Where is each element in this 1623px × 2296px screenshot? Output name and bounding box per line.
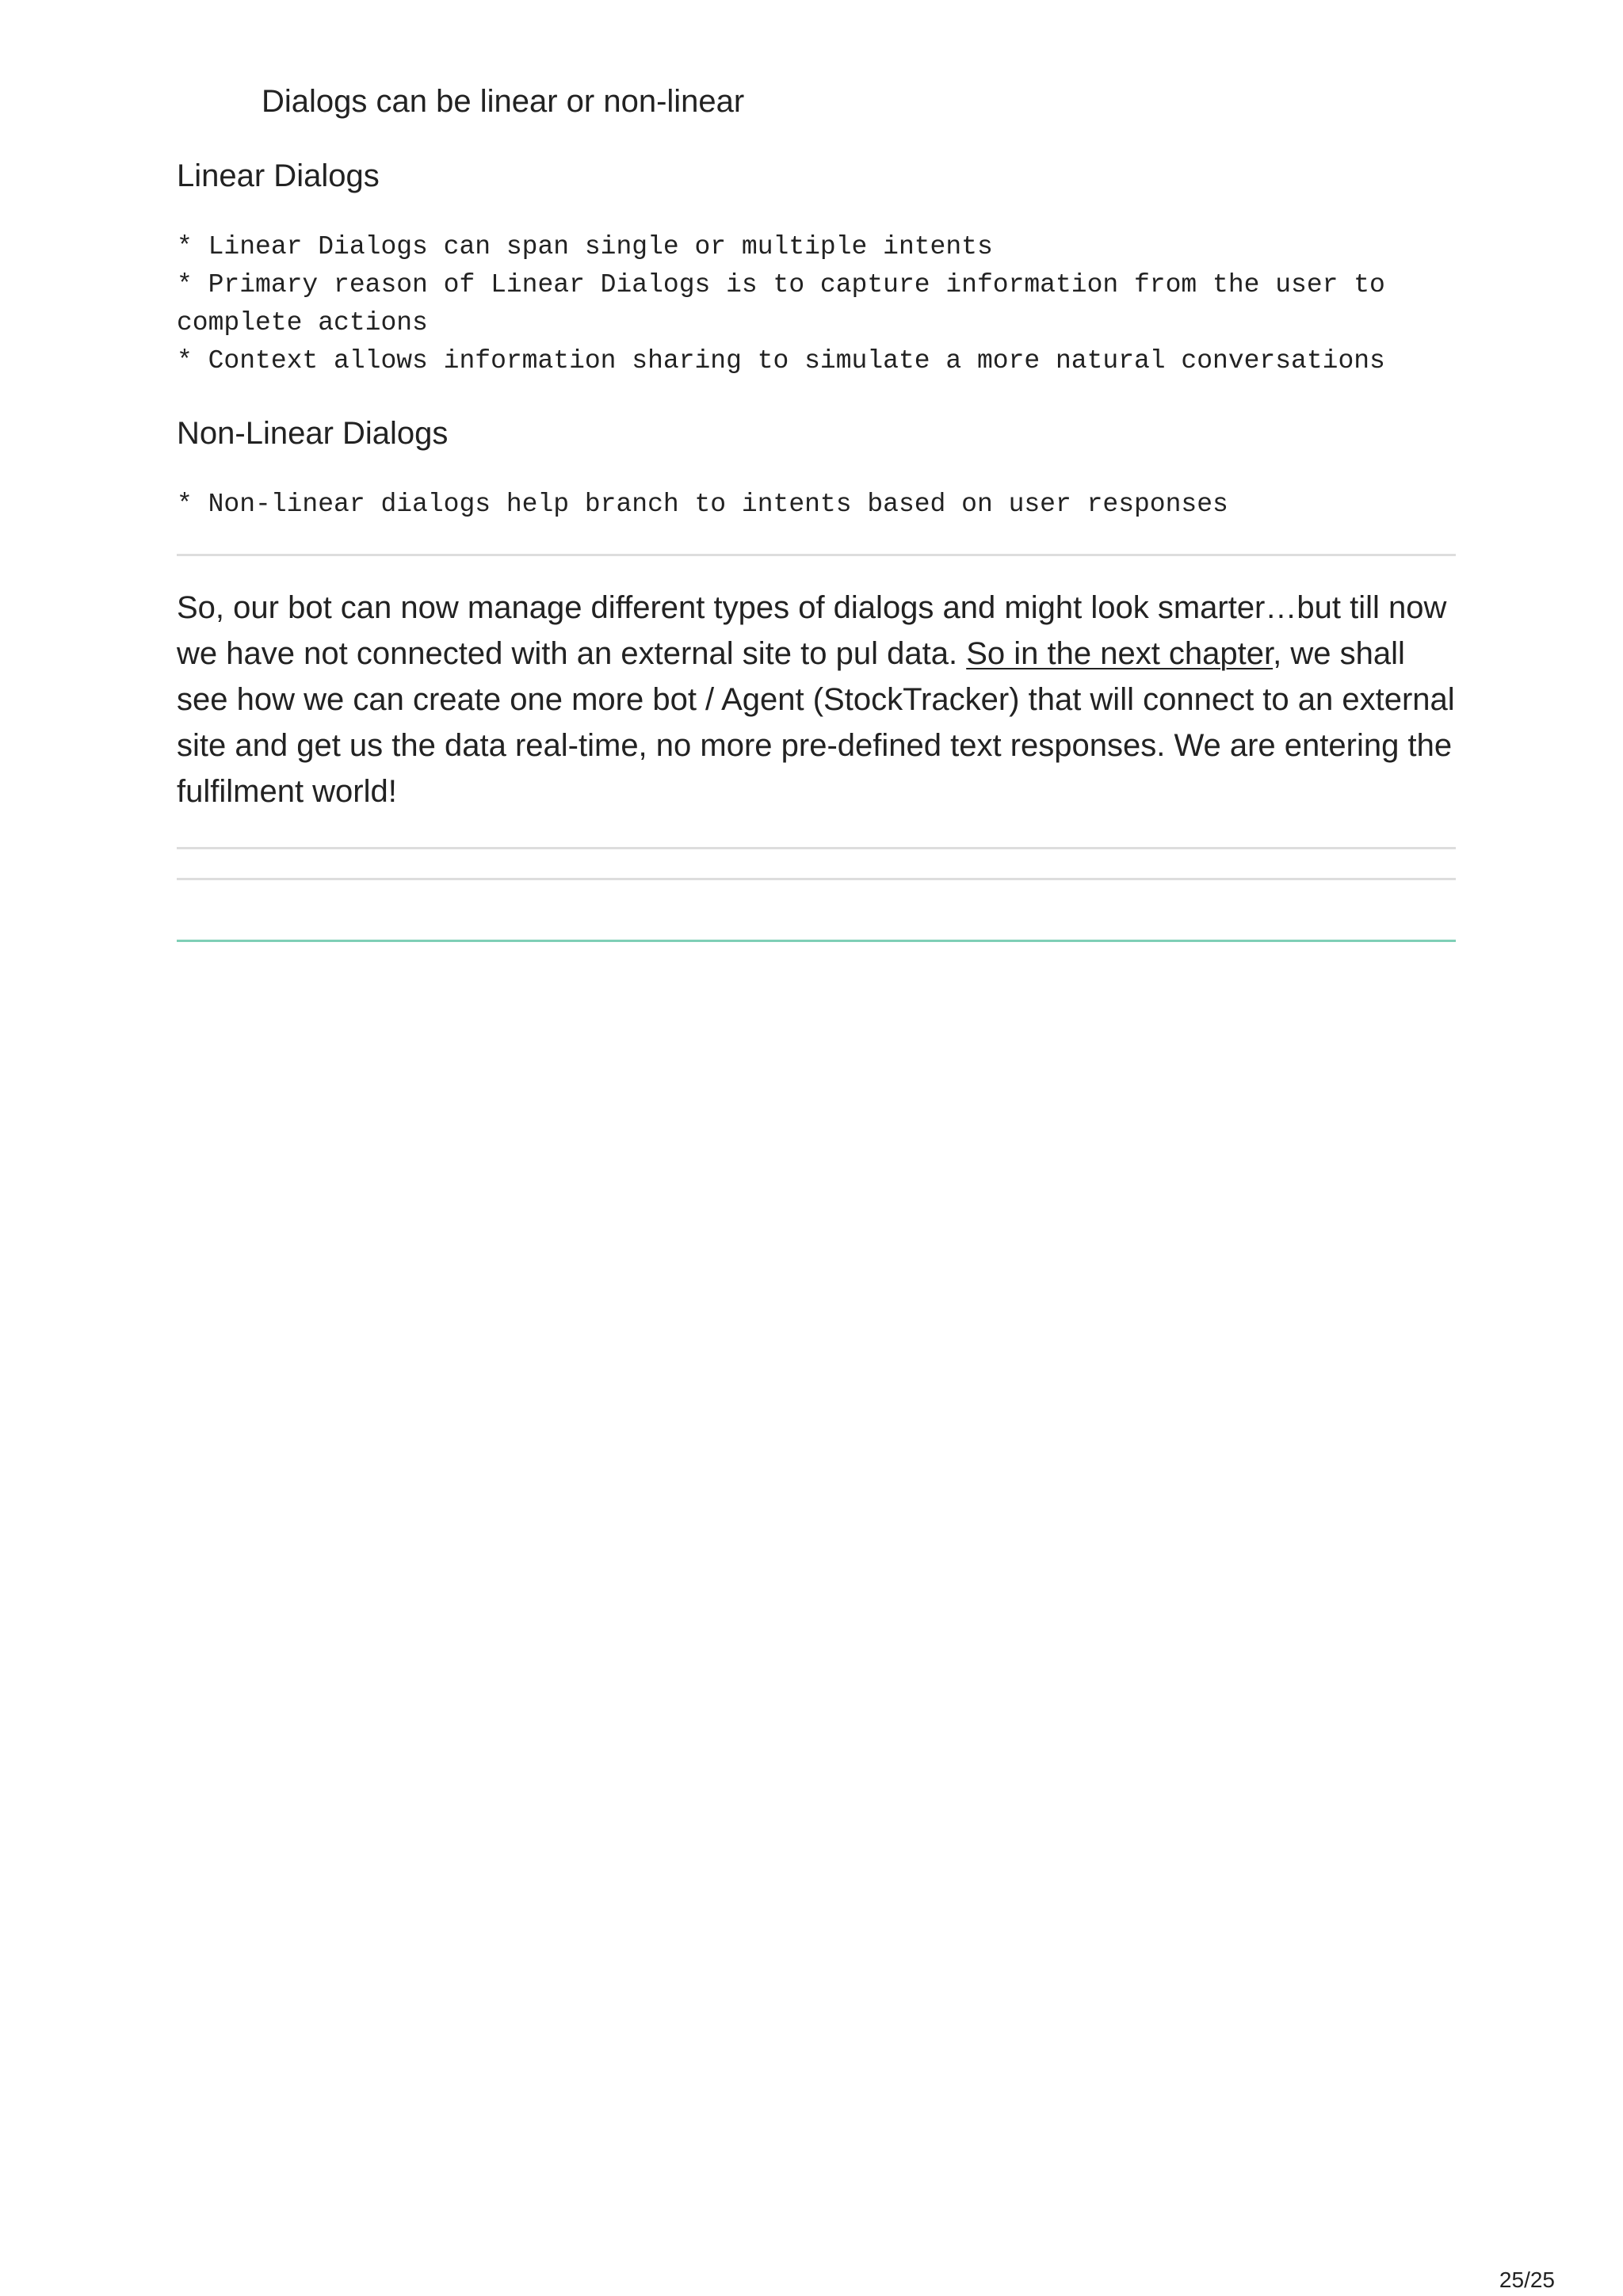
code-line: * Linear Dialogs can span single or multiple intents <box>177 232 993 261</box>
accent-divider <box>177 940 1456 942</box>
linear-dialogs-code-block <box>177 228 1461 380</box>
non-linear-dialogs-heading: Non-Linear Dialogs <box>177 416 449 451</box>
code-line: * Primary reason of Linear Dialogs is to capture information from the user to complete actions <box>177 270 1401 338</box>
horizontal-divider <box>177 554 1456 556</box>
code-line: * Non-linear dialogs help branch to intents based on user responses <box>177 490 1228 519</box>
next-chapter-link[interactable]: So in the next chapter <box>966 636 1274 671</box>
intro-text: Dialogs can be linear or non-linear <box>262 84 745 119</box>
non-linear-dialogs-code-block <box>177 486 1461 524</box>
paragraph-text-after: , we shall see how we can create one more bot / Agent (StockTracker) that will connect to an external site and get us the data real-time, no more pre-defined text responses. We are entering the fulfilment world! <box>177 636 1455 809</box>
page-number: 25/25 <box>1499 2267 1555 2292</box>
horizontal-divider <box>177 847 1456 849</box>
code-line: * Context allows information sharing to simulate a more natural conversations <box>177 346 1385 376</box>
linear-dialogs-heading: Linear Dialogs <box>177 158 380 193</box>
paragraph-text-before: So, our bot can now manage different types of dialogs and might look smarter…but till now we have not connected with an external site to pul data. <box>177 590 1447 671</box>
horizontal-divider <box>177 878 1456 880</box>
closing-paragraph <box>177 585 1461 814</box>
